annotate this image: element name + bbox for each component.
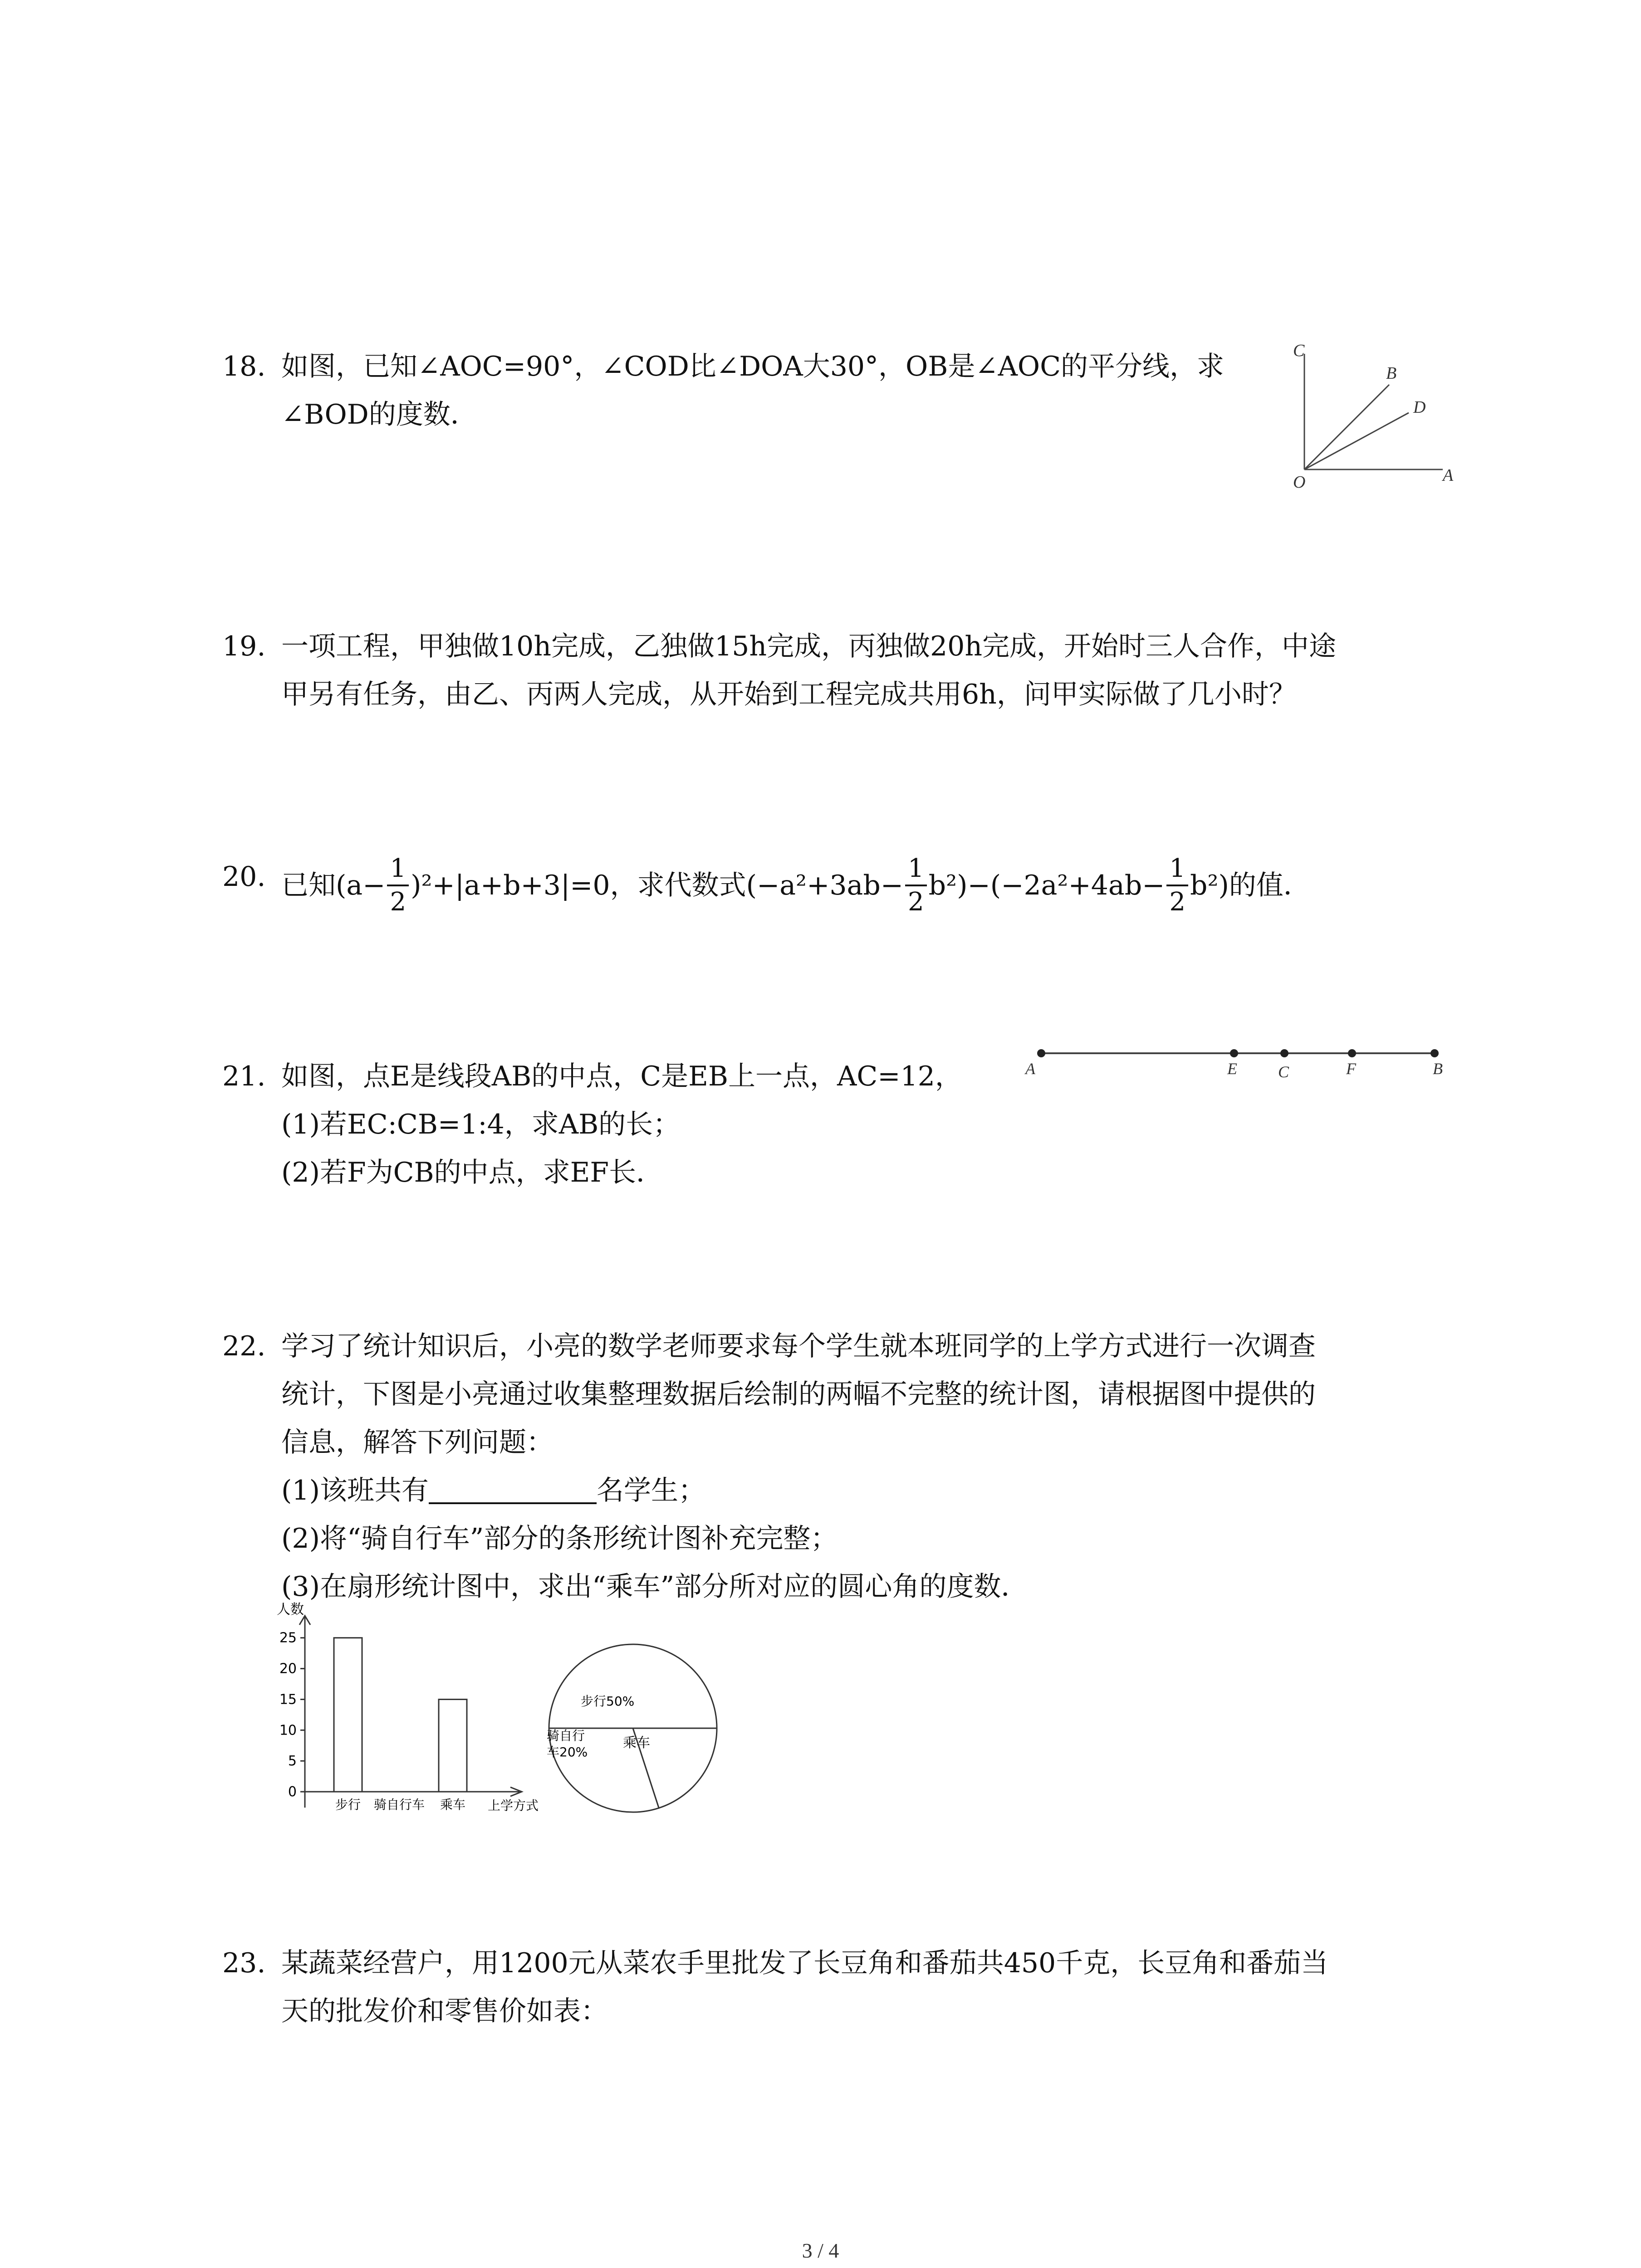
point-label: A xyxy=(1443,466,1454,485)
question-text-line: 统计，下图是小亮通过收集整理数据后绘制的两幅不完整的统计图，请根据图中提供的 xyxy=(281,1378,1316,1410)
question-text-line: (3)在扇形统计图中，求出“乘车”部分所对应的圆心角的度数． xyxy=(281,1571,1029,1603)
expression-text: )²+|a+b+3|=0，求代数式(−a²+3ab− xyxy=(411,870,904,901)
question-text-line: 学习了统计知识后，小亮的数学老师要求每个学生就本班同学的上学方式进行一次调查 xyxy=(281,1330,1316,1362)
question-22 xyxy=(222,1322,1456,1611)
question-text-line: 信息，解答下列问题： xyxy=(281,1427,554,1458)
y-axis-label: 人数 xyxy=(277,1602,304,1618)
question-number: 19. xyxy=(222,631,266,662)
fraction xyxy=(1166,853,1188,918)
fraction xyxy=(905,853,927,918)
expression-text: b²)的值． xyxy=(1190,870,1311,901)
answer-blank[interactable] xyxy=(429,1470,597,1504)
question-text-line: ∠BOD的度数． xyxy=(281,399,478,430)
y-tick-label: 25 xyxy=(279,1630,297,1646)
y-tick-label: 20 xyxy=(279,1661,297,1677)
bar xyxy=(439,1699,467,1792)
y-tick-label: 15 xyxy=(279,1691,297,1708)
pie-slice xyxy=(549,1644,717,1728)
fraction xyxy=(387,853,409,918)
pie-label-bus: 乘车 xyxy=(623,1735,650,1751)
fraction-denominator: 2 xyxy=(908,887,924,917)
question-number: 22. xyxy=(222,1330,266,1362)
bar-chart xyxy=(254,1597,581,1823)
expression-text: b²)−(−2a²+4ab− xyxy=(928,870,1165,901)
question-text-line: (1)若EC:CB=1:4，求AB的长； xyxy=(281,1109,681,1140)
point-label: C xyxy=(1278,1063,1289,1081)
point-label: C xyxy=(1293,341,1305,360)
fraction-numerator: 1 xyxy=(387,853,409,886)
question-text-line: 如图，已知∠AOC=90°，∠COD比∠DOA大30°，OB是∠AOC的平分线，求 xyxy=(281,351,1225,382)
point-label: O xyxy=(1293,473,1306,492)
expression-text: 已知(a− xyxy=(281,870,386,901)
pie-label-bike: 车20% xyxy=(547,1745,588,1760)
point-label: A xyxy=(1025,1060,1035,1078)
question-text: (1)该班共有 xyxy=(281,1475,429,1506)
x-tick-label: 乘车 xyxy=(440,1797,466,1812)
question-text-line: 天的批发价和零售价如表： xyxy=(281,1995,608,2027)
page-number: 3 / 4 xyxy=(802,2239,839,2262)
pie-label-bike: 骑自行 xyxy=(547,1728,585,1743)
question-number: 18. xyxy=(222,351,266,382)
fraction-numerator: 1 xyxy=(905,853,927,886)
question-text-line: 如图，点E是线段AB的中点，C是EB上一点，AC=12， xyxy=(281,1061,962,1092)
question-23 xyxy=(222,1939,1456,2035)
bar xyxy=(334,1638,362,1792)
point-label: F xyxy=(1346,1060,1356,1078)
y-tick-label: 5 xyxy=(288,1753,297,1769)
x-axis-label: 上学方式 xyxy=(488,1798,539,1813)
point-label: B xyxy=(1386,364,1397,383)
question-text-line: 一项工程，甲独做10h完成，乙独做15h完成，丙独做20h完成，开始时三人合作，中途 xyxy=(281,631,1336,662)
question-20 xyxy=(222,853,1456,918)
fraction-numerator: 1 xyxy=(1166,853,1188,886)
angle-figure xyxy=(1288,336,1470,499)
question-number: 20. xyxy=(222,861,266,893)
pie-chart xyxy=(533,1637,733,1814)
question-18 xyxy=(222,342,1456,439)
fraction-denominator: 2 xyxy=(390,887,407,917)
question-text: 名学生； xyxy=(597,1475,705,1506)
x-tick-label: 步行 xyxy=(335,1797,361,1812)
question-number: 21. xyxy=(222,1061,266,1092)
question-text-line: (2)将“骑自行车”部分的条形统计图补充完整； xyxy=(281,1523,838,1554)
question-text-line: 甲另有任务，由乙、丙两人完成，从开始到工程完成共用6h，问甲实际做了几小时？ xyxy=(281,679,1296,710)
pie-label-walk: 步行50% xyxy=(581,1694,635,1709)
question-text-line xyxy=(281,1466,1456,1515)
question-number: 23. xyxy=(222,1947,266,1979)
point-label: B xyxy=(1433,1060,1443,1078)
point-label: D xyxy=(1413,398,1426,417)
question-19 xyxy=(222,622,1456,719)
question-text-line: (2)若F为CB的中点，求EF长． xyxy=(281,1157,664,1188)
question-text-line: 某蔬菜经营户，用1200元从菜农手里批发了长豆角和番茄共450千克，长豆角和番茄当 xyxy=(281,1947,1328,1979)
fraction-denominator: 2 xyxy=(1169,887,1186,917)
y-tick-label: 0 xyxy=(288,1784,297,1800)
x-tick-label: 骑自行车 xyxy=(373,1797,425,1812)
segment-figure xyxy=(1021,1039,1465,1093)
point-label: E xyxy=(1227,1060,1237,1078)
y-tick-label: 10 xyxy=(279,1722,297,1739)
